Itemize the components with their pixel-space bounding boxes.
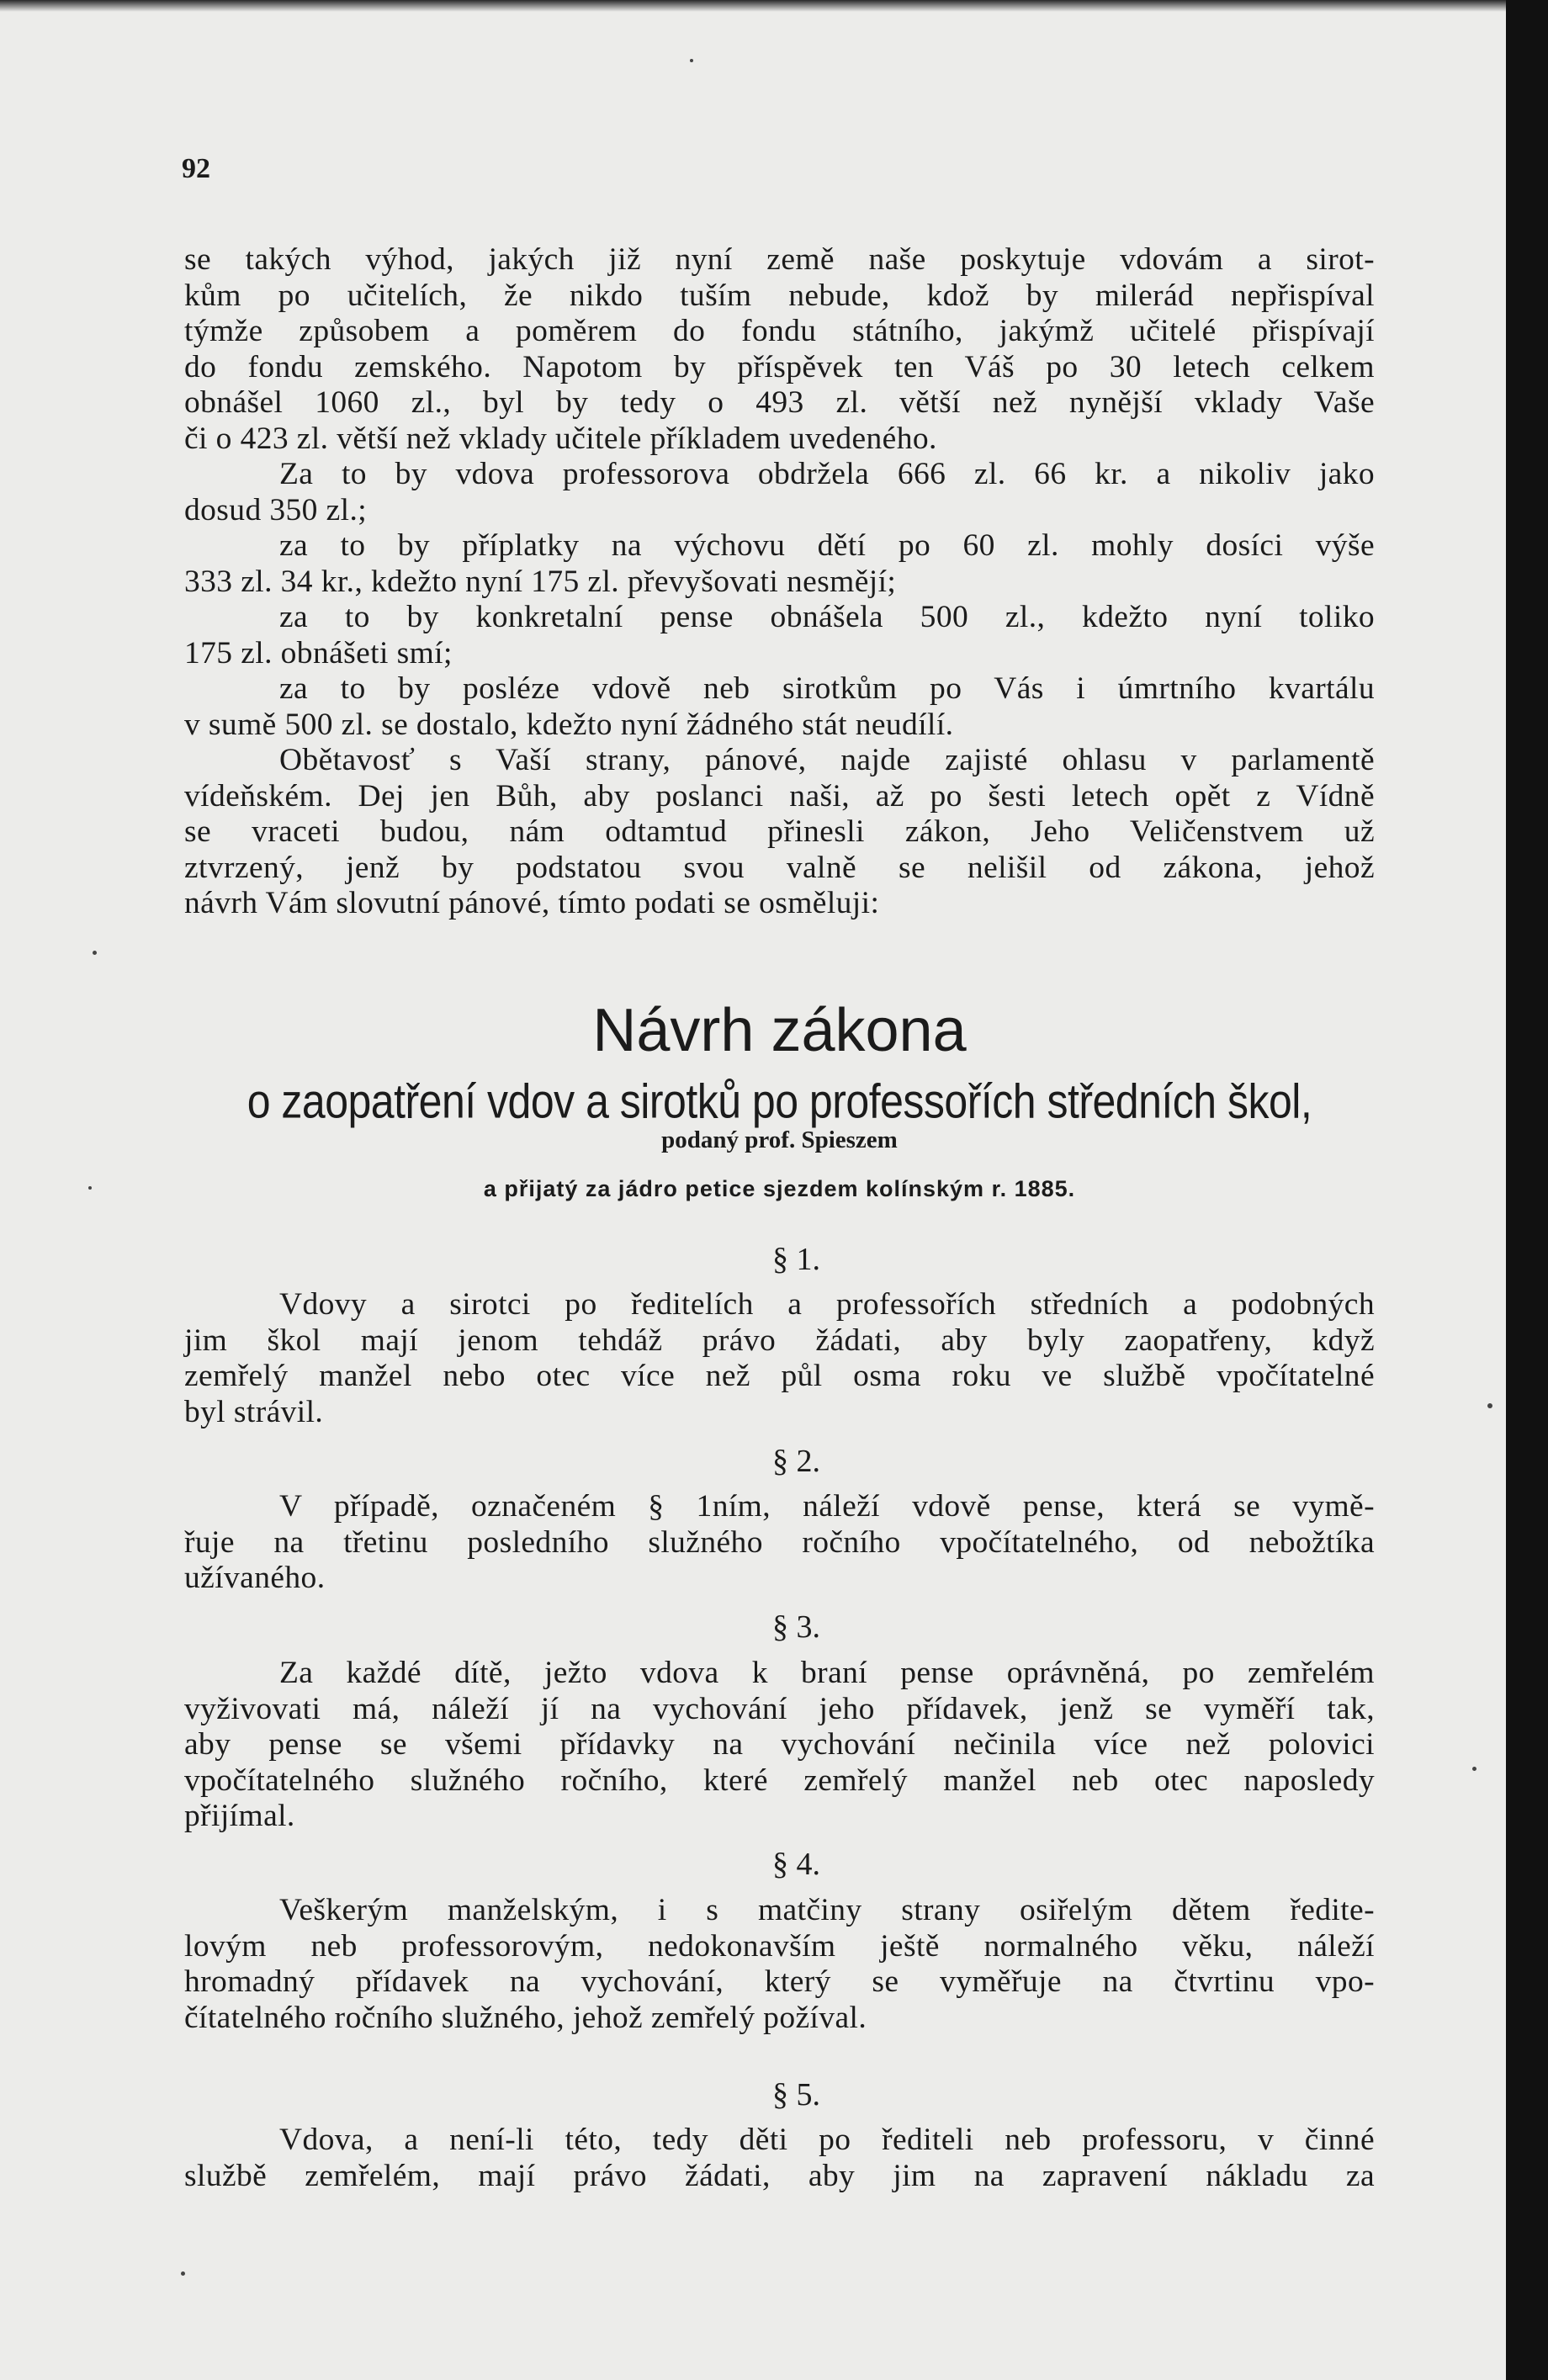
text-line: užívaného. [184, 1561, 326, 1595]
text-line: dosud 350 zl.; [184, 492, 368, 527]
text-line: se vraceti budou, nám odtamtud přinesli zákon, Jeho Veličenstvem už [184, 814, 1375, 849]
text-line: byl strávil. [184, 1394, 324, 1429]
text-line: vídeňském. Dej jen Bůh, aby poslanci naši, až po šesti letech opět z Vídně [184, 778, 1375, 814]
consequences-list [184, 457, 1375, 743]
text-line: se takých výhod, jakých již nyní země naše poskytuje vdovám a sirot- [184, 242, 1375, 277]
text-line: Vdova, a není-li této, tedy děti po řediteli neb professoru, v činné [279, 2123, 1375, 2157]
text-line: týmže způsobem a poměrem do fondu státního, jakýmž učitelé přispívají [184, 314, 1375, 348]
section-heading: § 2. [772, 1444, 820, 1479]
bill-adopted: a přijatý za jádro petice sjezdem kolínským r. 1885. [483, 1176, 1076, 1201]
scan-speck [181, 2271, 185, 2276]
section-text [184, 1287, 1375, 1430]
text-line: zemřelý manžel nebo otec více než půl osma roku ve službě vpočítatelné [184, 1359, 1375, 1393]
closing-paragraph [184, 743, 1375, 922]
text-line: přijímal. [184, 1799, 295, 1833]
text-line: službě zemřelém, mají právo žádati, aby jim na zapravení nákladu za [184, 2158, 1375, 2193]
text-line: Obětavosť s Vaší strany, pánové, najde zajisté ohlasu v parlamentě [279, 743, 1375, 777]
section-heading: § 4. [772, 1847, 820, 1882]
section-heading: § 3. [772, 1609, 820, 1645]
bill-title: Návrh zákona [592, 997, 967, 1064]
text-line: za to by konkretalní pense obnášela 500 zl., kdežto nyní toliko [279, 600, 1375, 634]
page-top-shadow [0, 0, 1506, 12]
scan-speck [88, 1186, 92, 1190]
text-line: ztvrzený, jenž by podstatou svou valně se nelišil od zákona, jehož [184, 850, 1375, 885]
text-line: aby pense se všemi přídavky na vychování nečinila více než polovici [184, 1727, 1375, 1762]
text-line: Veškerým manželským, i s matčiny strany osiřelým dětem ředite- [279, 1893, 1375, 1927]
page-number: 92 [182, 153, 210, 184]
text-line: obnášel 1060 zl., byl by tedy o 493 zl. větší než nynější vklady Vaše [184, 385, 1375, 420]
text-line: návrh Vám slovutní pánové, tímto podati se osměluji: [184, 886, 880, 920]
text-line: Za každé dítě, ježto vdova k braní pense oprávněná, po zemřelém [279, 1656, 1375, 1690]
section-text [184, 1893, 1375, 2036]
scan-speck [93, 951, 97, 955]
text-line: jim škol mají jenom tehdáž právo žádati, aby byly zaopatřeny, když [184, 1323, 1375, 1358]
bill-submitted-by: podaný prof. Spieszem [661, 1126, 898, 1153]
text-line: 175 zl. obnášeti smí; [184, 635, 453, 671]
text-line: vpočítatelného služného ročního, které zemřelý manžel neb otec naposledy [184, 1762, 1375, 1798]
text-line: řuje na třetinu posledního služného ročního vpočítatelného, od nebožtíka [184, 1524, 1375, 1560]
text-line: čítatelného ročního služného, jehož zemřelý požíval. [184, 2000, 867, 2035]
text-line: kům po učitelích, že nikdo tuším nebude, kdož by milerád nepřispíval [184, 278, 1375, 313]
text-line: hromadný přídavek na vychování, který se vyměřuje na čtvrtinu vpo- [184, 1964, 1375, 1999]
intro-paragraph [184, 242, 1375, 457]
section-text [184, 1489, 1375, 1597]
text-line: v sumě 500 zl. se dostalo, kdežto nyní žádného stát neudílí. [184, 707, 954, 742]
bill-subtitle: o zaopatření vdov a sirotků po professořích středních škol, [247, 1073, 1312, 1129]
scan-speck [1472, 1767, 1476, 1771]
text-line: 333 zl. 34 kr., kdežto nyní 175 zl. převyšovati nesmějí; [184, 564, 897, 599]
text-line: za to by příplatky na výchovu dětí po 60 zl. mohly dosíci výše [279, 528, 1375, 563]
section-heading: § 1. [772, 1242, 820, 1277]
text-line: Za to by vdova professorova obdržela 666 zl. 66 kr. a nikoliv jako [279, 457, 1375, 491]
text-line: Vdovy a sirotci po ředitelích a professořích středních a podobných [279, 1287, 1375, 1322]
text-line: vyživovati má, náleží jí na vychování jeho přídavek, jenž se vyměří tak, [184, 1691, 1375, 1726]
scan-speck [1487, 1403, 1492, 1408]
text-line: za to by posléze vdově neb sirotkům po Vás i úmrtního kvartálu [279, 671, 1375, 706]
text-line: či o 423 zl. větší než vklady učitele příkladem uvedeného. [184, 421, 937, 456]
section-heading: § 5. [772, 2077, 820, 2112]
section-text [184, 1656, 1375, 1835]
scan-speck [690, 59, 693, 62]
scan-border [1506, 0, 1548, 2380]
section-text [184, 2123, 1375, 2194]
text-line: do fondu zemského. Napotom by příspěvek ten Váš po 30 letech celkem [184, 349, 1375, 384]
text-line: lovým neb professorovým, nedokonavším ještě normalného věku, náleží [184, 1928, 1375, 1964]
text-line: V případě, označeném § 1ním, náleží vdově pense, která se vymě- [279, 1489, 1375, 1524]
